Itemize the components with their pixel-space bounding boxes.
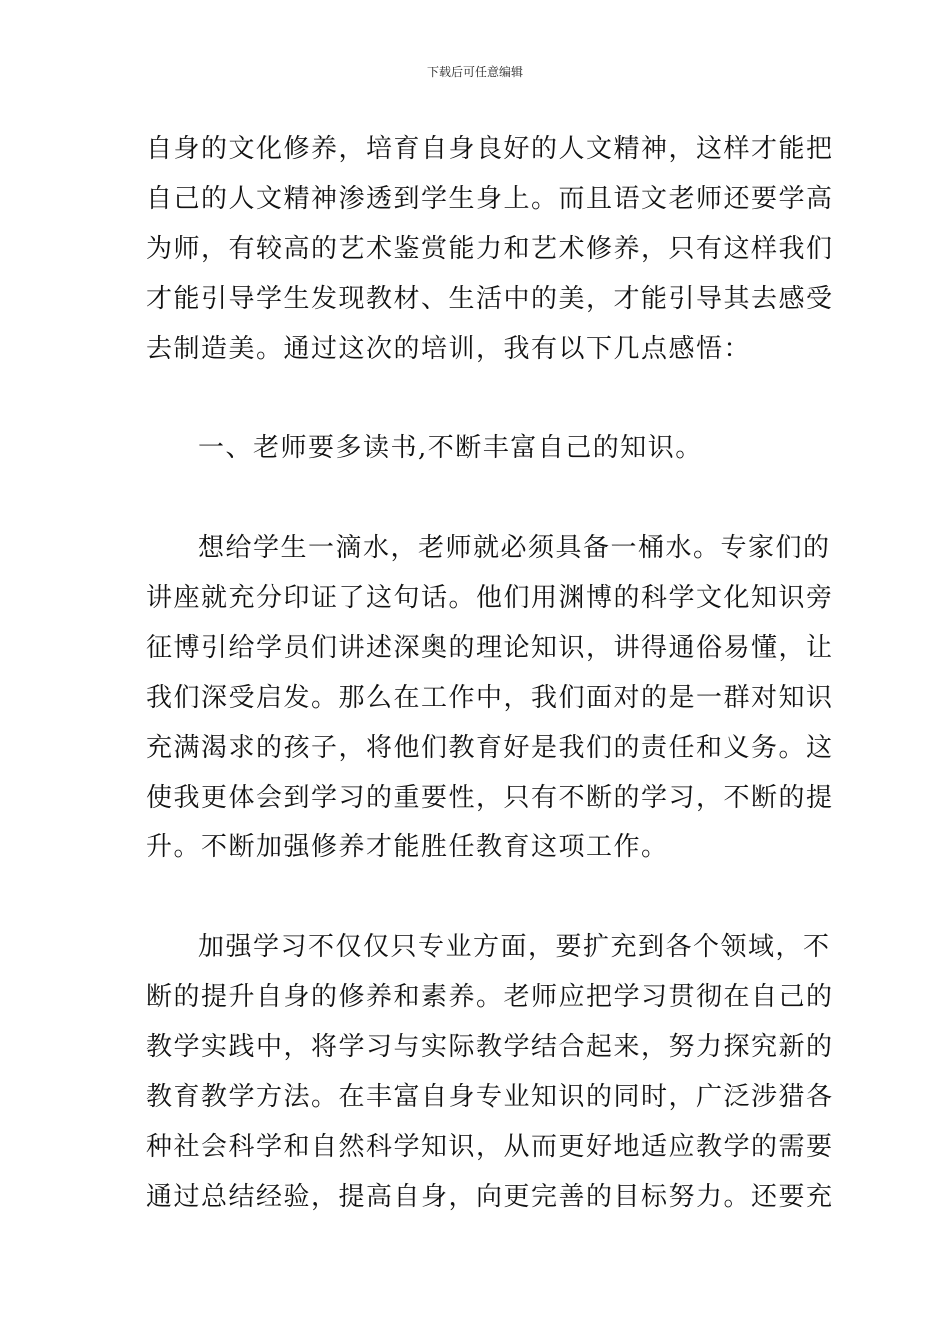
text-line: 征博引给学员们讲述深奥的理论知识，讲得通俗易懂，让 xyxy=(146,633,834,663)
text-line: 讲座就充分印证了这句话。他们用渊博的科学文化知识旁 xyxy=(146,583,834,613)
text-line: 想给学生一滴水，老师就必须具备一桶水。专家们的 xyxy=(198,533,831,563)
text-line: 教育教学方法。在丰富自身专业知识的同时，广泛涉猎各 xyxy=(146,1082,834,1112)
text-line: 种社会科学和自然科学知识，从而更好地适应教学的需要 xyxy=(146,1132,834,1162)
text-line: 去制造美。通过这次的培训，我有以下几点感悟： xyxy=(146,334,752,364)
text-line: 我们深受启发。那么在工作中，我们面对的是一群对知识 xyxy=(146,683,834,713)
section-heading: 一、老师要多读书,不断丰富自己的知识。 xyxy=(198,433,703,463)
text-line: 为师，有较高的艺术鉴赏能力和艺术修养，只有这样我们 xyxy=(146,234,834,264)
text-line: 使我更体会到学习的重要性，只有不断的学习，不断的提 xyxy=(146,783,834,813)
text-line: 自身的文化修养，培育自身良好的人文精神，这样才能把 xyxy=(146,134,834,164)
text-line: 加强学习不仅仅只专业方面，要扩充到各个领域，不 xyxy=(198,932,831,962)
text-line: 充满渴求的孩子，将他们教育好是我们的责任和义务。这 xyxy=(146,733,834,763)
text-line: 才能引导学生发现教材、生活中的美，才能引导其去感受 xyxy=(146,284,834,314)
text-line: 教学实践中，将学习与实际教学结合起来，努力探究新的 xyxy=(146,1032,834,1062)
page-header: 下载后可任意编辑 xyxy=(426,65,523,79)
text-line: 通过总结经验，提高自身，向更完善的目标努力。还要充 xyxy=(146,1182,834,1212)
text-line: 升。不断加强修养才能胜任教育这项工作。 xyxy=(146,832,669,862)
text-line: 自己的人文精神渗透到学生身上。而且语文老师还要学高 xyxy=(146,184,834,214)
text-line: 断的提升自身的修养和素养。老师应把学习贯彻在自己的 xyxy=(146,982,834,1012)
